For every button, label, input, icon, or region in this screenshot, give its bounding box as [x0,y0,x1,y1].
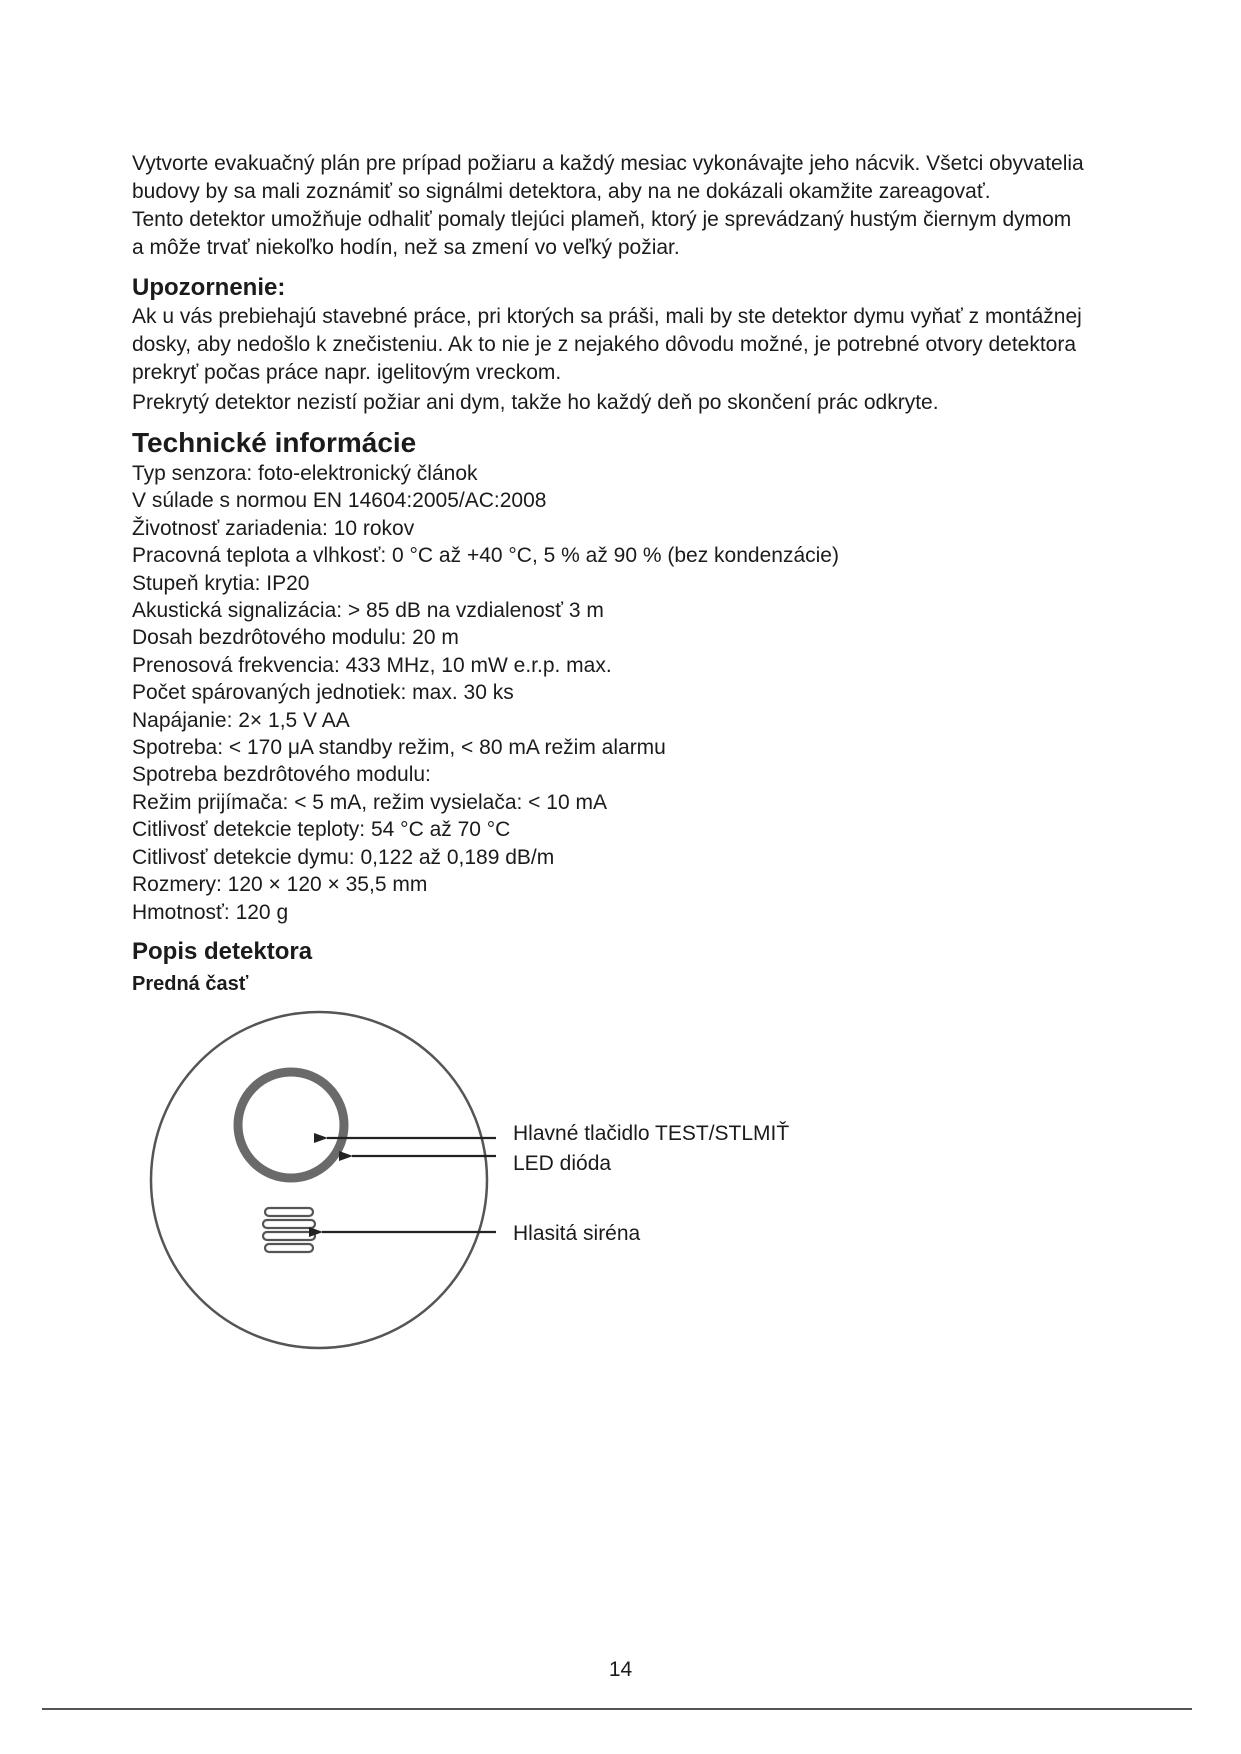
spec-item: Stupeň krytia: IP20 [132,571,310,595]
detector-diagram-svg [120,1010,840,1370]
warning-text: dosky, aby nedošlo k znečisteniu. Ak to nie je z nejakého dôvodu možné, je potrebné otvory detektora [132,333,1077,356]
spec-item: Rozmery: 120 × 120 × 35,5 mm [132,873,428,897]
spec-item: Pracovná teplota a vlhkosť: 0 °C až +40 °C, 5 % až 90 % (bez kondenzácie) [132,544,839,568]
footer-divider [42,1708,1192,1710]
description-section [132,936,1122,998]
spec-item: V súlade s normou EN 14604:2005/AC:2008 [132,489,547,513]
page-content [132,150,1122,998]
spec-item: Dosah bezdrôtového modulu: 20 m [132,626,459,650]
warning-section [132,273,1122,416]
page-number: 14 [608,1658,633,1681]
spec-item: Akustická signalizácia: > 85 dB na vzdialenosť 3 m [132,599,604,623]
warning-heading: Upozornenie: [132,274,286,301]
spec-item: Životnosť zariadenia: 10 rokov [132,516,415,540]
test-button-ring [238,1072,344,1178]
spec-item: Typ senzora: foto-elektronický článok [132,462,478,485]
spec-list [132,460,1122,926]
spec-item: Počet spárovaných jednotiek: max. 30 ks [132,681,514,705]
detector-front-diagram [120,1010,840,1370]
detector-body-outline [151,1012,487,1348]
spec-item: Prenosová frekvencia: 433 MHz, 10 mW e.r.p. max. [132,653,612,677]
spec-item: Režim prijímača: < 5 mA, režim vysielača: < 10 mA [132,790,607,814]
siren-label: Hlasitá siréna [513,1222,641,1245]
spec-item: Citlivosť detekcie dymu: 0,122 až 0,189 dB/m [132,845,555,869]
test-button-label: Hlavné tlačidlo TEST/STLMIŤ [513,1122,790,1145]
intro-text: a môže trvať niekoľko hodín, než sa zmení vo veľký požiar. [132,236,680,259]
spec-item: Spotreba bezdrôtového modulu: [132,763,431,787]
spec-item: Spotreba: < 170 μA standby režim, < 80 mA režim alarmu [132,736,666,760]
intro-section [132,150,1122,261]
intro-text: budovy by sa mali zoznámiť so signálmi detektora, aby na ne dokázali okamžite zareagovať. [132,180,991,203]
intro-text: Tento detektor umožňuje odhaliť pomaly tlejúci plameň, ktorý je sprevádzaný hustým čiernym dymom [132,208,1072,231]
spec-item: Hmotnosť: 120 g [132,900,289,924]
led-label: LED dióda [513,1152,612,1175]
technical-section [132,426,1122,926]
spec-item: Citlivosť detekcie teploty: 54 °C až 70 °C [132,818,511,842]
warning-text: Prekrytý detektor nezistí požiar ani dym, takže ho každý deň po skončení prác odkryte. [132,391,939,414]
intro-text: Vytvorte evakuačný plán pre prípad požiaru a každý mesiac vykonávajte jeho nácvik. Všetci obyvatelia [132,152,1084,175]
description-heading: Popis detektora [132,937,313,965]
warning-text: Ak u vás prebiehajú stavebné práce, pri ktorých sa práši, mali by ste detektor dymu vyňať z montážnej [132,305,1082,328]
front-part-subheading: Predná časť [132,972,249,995]
warning-text: prekryť počas práce napr. igelitovým vreckom. [132,361,562,384]
spec-item: Napájanie: 2× 1,5 V AA [132,708,350,732]
technical-heading: Technické informácie [132,427,417,458]
